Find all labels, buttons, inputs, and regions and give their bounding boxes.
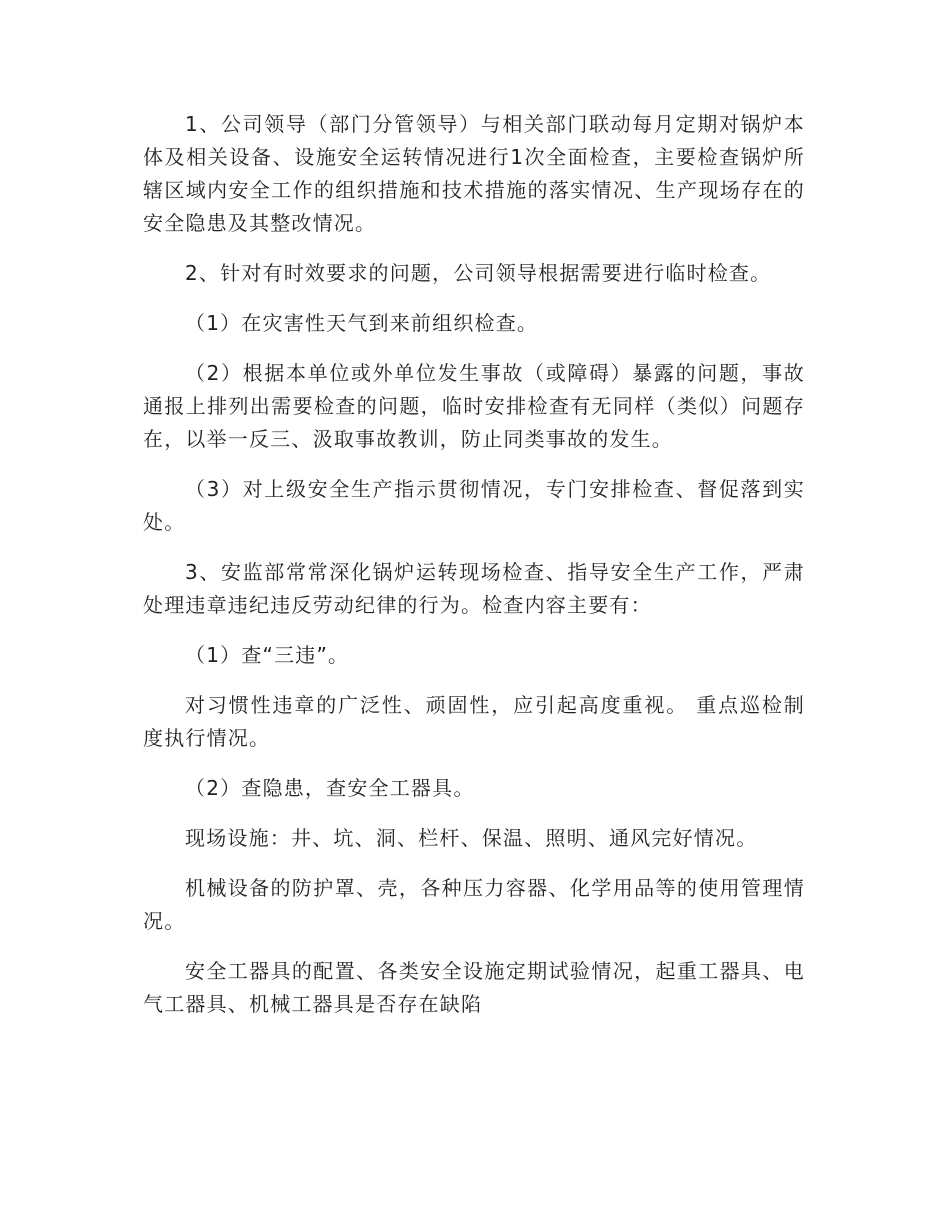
paragraph-accident-lessons: （2）根据本单位或外单位发生事故（或障碍）暴露的问题，事故通报上排列出需要检查的问题，临时安排检查有无同样（类似）问题存在，以举一反三、汲取事故教训，防止同类事故的发生。 — [143, 361, 805, 451]
paragraph-mechanical-equipment: 机械设备的防护罩、壳，各种压力容器、化学用品等的使用管理情况。 — [143, 876, 805, 933]
paragraph-superior-instructions: （3）对上级安全生产指示贯彻情况，专门安排检查、督促落到实处。 — [143, 477, 805, 534]
paragraph-three-violations: （1）查“三违”。 — [185, 643, 350, 667]
paragraph-monthly-inspection: 1、公司领导（部门分管领导）与相关部门联动每月定期对锅炉本体及相关设备、设施安全运转情况进行1次全面检查，主要检查锅炉所辖区域内安全工作的组织措施和技术措施的落实情况、生产现场存在的安全隐患及其整改情况。 — [143, 112, 805, 235]
paragraph-site-facilities: 现场设施：井、坑、洞、栏杆、保温、照明、通风完好情况。 — [185, 826, 758, 850]
document-body — [143, 108, 805, 1038]
paragraph-temporary-inspection: 2、针对有时效要求的问题，公司领导根据需要进行临时检查。 — [185, 261, 772, 285]
paragraph-safety-dept-inspection: 3、安监部常常深化锅炉运转现场检查、指导安全生产工作，严肃处理违章违纪违反劳动纪律的行为。检查内容主要有： — [143, 560, 805, 617]
paragraph-safety-tools: 安全工器具的配置、各类安全设施定期试验情况，起重工器具、电气工器具、机械工器具是否存在缺陷 — [143, 959, 805, 1016]
paragraph-disaster-weather: （1）在灾害性天气到来前组织检查。 — [185, 311, 539, 335]
paragraph-hazards-tools: （2）查隐患，查安全工器具。 — [185, 776, 475, 800]
paragraph-habitual-violations: 对习惯性违章的广泛性、顽固性，应引起高度重视。 重点巡检制度执行情况。 — [143, 693, 805, 750]
